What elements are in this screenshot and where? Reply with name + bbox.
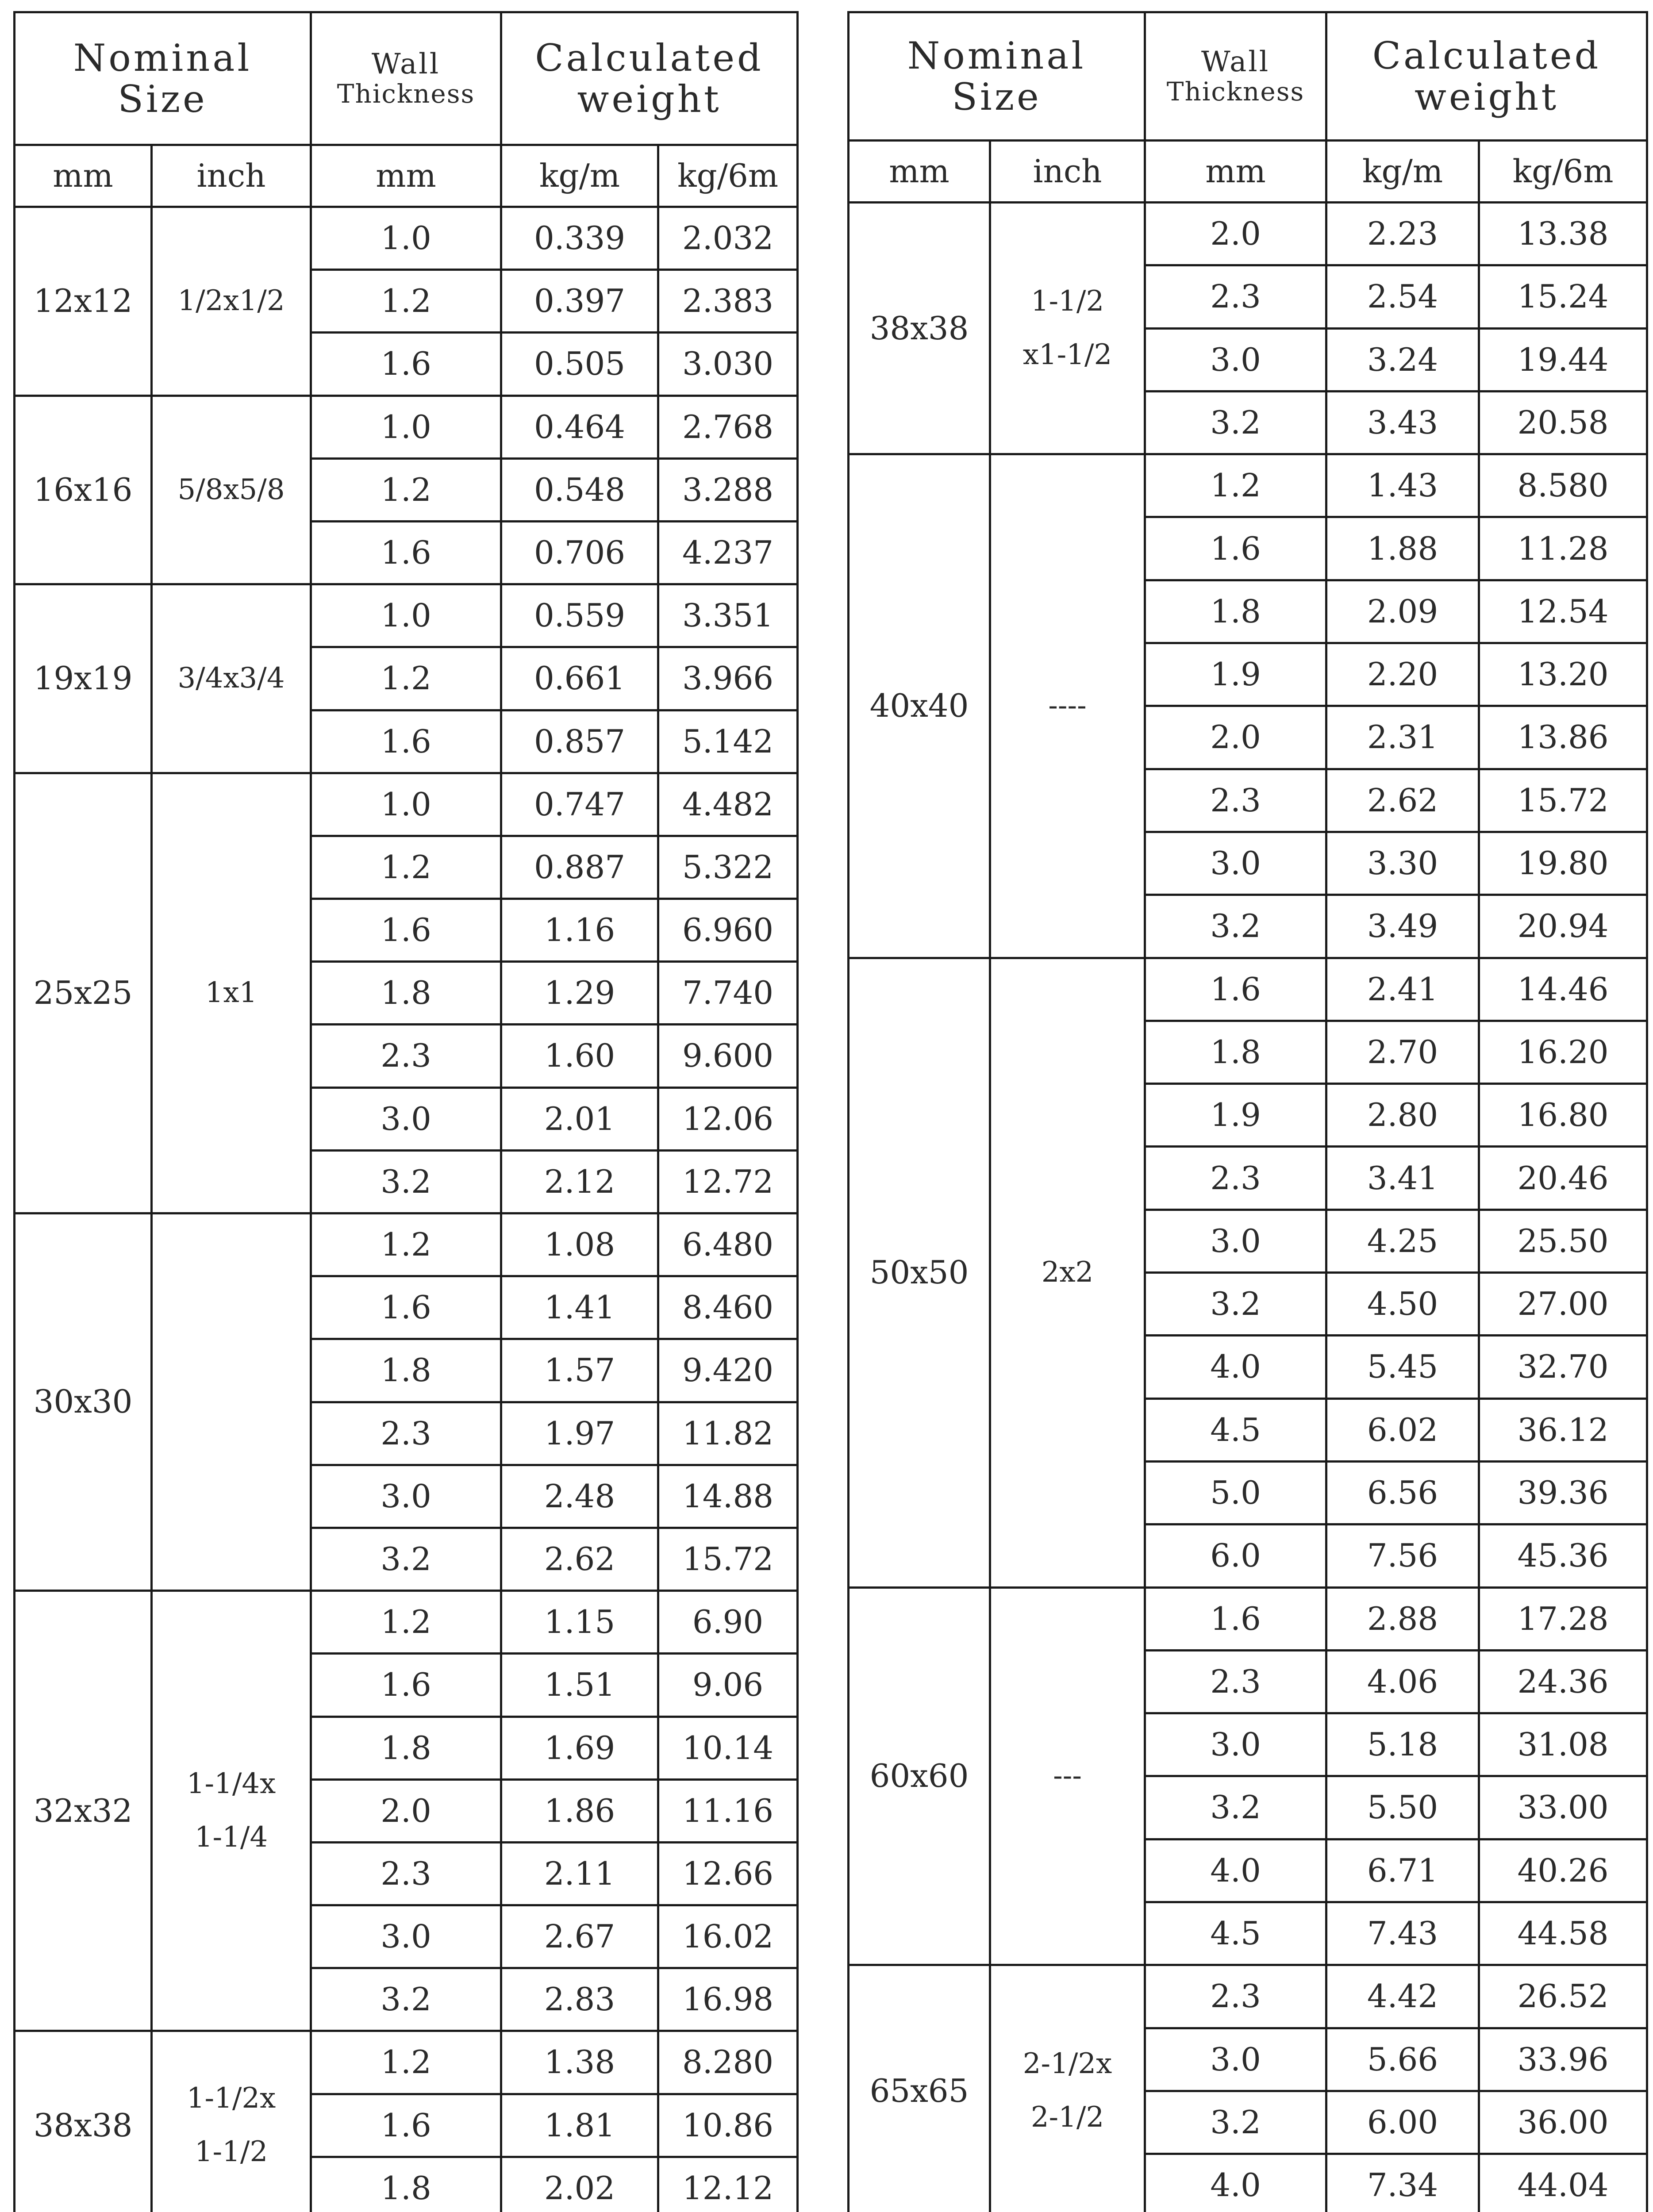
wall-thickness: 1.0	[311, 396, 501, 458]
weight-kg-per-6m: 5.142	[658, 710, 798, 773]
nominal-label: Nominal	[73, 36, 252, 80]
weight-kg-per-m: 2.67	[501, 1905, 658, 1968]
weight-kg-per-6m: 19.80	[1479, 832, 1647, 895]
nominal-size-mm: 30x30	[15, 1214, 152, 1591]
weight-kg-per-m: 1.29	[501, 962, 658, 1025]
weight-kg-per-6m: 26.52	[1479, 1965, 1647, 2028]
table-row	[849, 958, 1647, 1021]
wall-label: Wall	[371, 48, 441, 81]
weight-kg-per-6m: 16.80	[1479, 1084, 1647, 1147]
weight-kg-per-6m: 2.768	[658, 396, 798, 458]
weight-kg-per-m: 2.01	[501, 1087, 658, 1150]
wall-thickness: 1.6	[1145, 958, 1326, 1021]
weight-kg-per-m: 4.25	[1326, 1210, 1479, 1272]
wall-thickness: 1.2	[311, 458, 501, 521]
weight-kg-per-6m: 15.72	[658, 1528, 798, 1590]
weight-kg-per-6m: 6.90	[658, 1591, 798, 1654]
thickness-label: Thickness	[1166, 76, 1305, 107]
weight-kg-per-6m: 9.600	[658, 1025, 798, 1087]
wall-thickness: 3.0	[1145, 2028, 1326, 2091]
weight-kg-per-6m: 14.88	[658, 1465, 798, 1528]
weight-kg-per-6m: 10.14	[658, 1717, 798, 1779]
weight-kg-per-6m: 13.20	[1479, 643, 1647, 706]
size-label: Size	[118, 77, 208, 121]
left-weight-table	[13, 11, 799, 2212]
weight-kg-per-m: 3.43	[1326, 391, 1479, 454]
weight-kg-per-6m: 20.58	[1479, 391, 1647, 454]
wall-thickness: 3.2	[1145, 895, 1326, 958]
inch-value: ---	[1053, 1759, 1082, 1793]
weight-kg-per-m: 5.50	[1326, 1776, 1479, 1839]
weight-kg-per-6m: 16.98	[658, 1968, 798, 2031]
weight-kg-per-m: 6.71	[1326, 1839, 1479, 1902]
weight-kg-per-m: 0.887	[501, 836, 658, 899]
weight-kg-per-6m: 17.28	[1479, 1587, 1647, 1650]
wall-thickness: 2.3	[1145, 1650, 1326, 1713]
table-row	[15, 584, 798, 647]
weight-kg-per-m: 4.42	[1326, 1965, 1479, 2028]
wall-thickness: 3.0	[1145, 1210, 1326, 1272]
weight-kg-per-m: 0.559	[501, 584, 658, 647]
weight-kg-per-m: 1.41	[501, 1276, 658, 1339]
header-row-1	[849, 12, 1647, 141]
table-row	[849, 1965, 1647, 2028]
wall-thickness: 4.0	[1145, 1839, 1326, 1902]
weight-kg-per-m: 1.81	[501, 2094, 658, 2157]
weight-kg-per-m: 2.20	[1326, 643, 1479, 706]
nominal-size-mm: 19x19	[15, 584, 152, 773]
inch-value: 1-1/2 x1-1/2	[1023, 284, 1112, 372]
weight-kg-per-6m: 19.44	[1479, 328, 1647, 391]
weight-kg-per-6m: 16.02	[658, 1905, 798, 1968]
table-row	[849, 454, 1647, 517]
calculated-label: Calculated	[535, 36, 764, 80]
weight-kg-per-m: 2.02	[501, 2157, 658, 2212]
nominal-size-mm: 50x50	[849, 958, 990, 1587]
wall-thickness: 1.8	[311, 962, 501, 1025]
wall-thickness: 3.0	[311, 1905, 501, 1968]
wall-thickness: 2.0	[1145, 706, 1326, 769]
weight-kg-per-m: 2.11	[501, 1842, 658, 1905]
weight-kg-per-m: 0.548	[501, 458, 658, 521]
inch-value: 2-1/2x 2-1/2	[1023, 2047, 1112, 2134]
wall-thickness-header	[1145, 12, 1326, 141]
wall-thickness: 1.9	[1145, 643, 1326, 706]
wall-thickness: 4.0	[1145, 2154, 1326, 2212]
weight-kg-per-m: 1.15	[501, 1591, 658, 1654]
weight-kg-per-m: 0.661	[501, 647, 658, 710]
nominal-size-inch	[152, 1214, 311, 1591]
wall-thickness: 1.9	[1145, 1084, 1326, 1147]
wall-thickness: 1.6	[311, 521, 501, 584]
weight-kg-per-m: 0.505	[501, 333, 658, 396]
weight-kg-per-m: 6.56	[1326, 1461, 1479, 1524]
wall-thickness: 1.0	[311, 207, 501, 270]
table-row	[15, 207, 798, 270]
wall-thickness: 2.3	[1145, 1147, 1326, 1210]
wall-thickness: 1.2	[311, 1591, 501, 1654]
table-row	[15, 2031, 798, 2094]
wall-thickness: 1.8	[311, 1339, 501, 1402]
weight-kg-per-6m: 32.70	[1479, 1336, 1647, 1398]
thickness-mm-header: mm	[1145, 141, 1326, 203]
weight-kg-per-m: 0.464	[501, 396, 658, 458]
nominal-size-mm: 60x60	[849, 1587, 990, 1965]
weight-kg-per-6m: 11.28	[1479, 517, 1647, 580]
weight-kg-per-6m: 44.04	[1479, 2154, 1647, 2212]
weight-kg-per-6m: 14.46	[1479, 958, 1647, 1021]
unit-inch-header: inch	[990, 141, 1145, 203]
weight-kg-per-m: 2.54	[1326, 265, 1479, 328]
weight-label: weight	[577, 77, 722, 121]
inch-value: 3/4x3/4	[177, 662, 285, 695]
wall-thickness: 1.2	[311, 1214, 501, 1276]
weight-kg-per-6m: 15.72	[1479, 769, 1647, 832]
nominal-size-inch	[152, 584, 311, 773]
inch-value: 1/2x1/2	[177, 284, 285, 317]
nominal-size-inch	[152, 396, 311, 584]
weight-kg-per-6m: 36.12	[1479, 1398, 1647, 1461]
calculated-weight-header	[501, 12, 798, 145]
weight-kg-per-6m: 2.383	[658, 270, 798, 333]
wall-thickness: 1.2	[1145, 454, 1326, 517]
inch-value: ----	[1048, 689, 1087, 722]
wall-thickness: 3.2	[1145, 2091, 1326, 2154]
weight-kg-per-6m: 4.482	[658, 773, 798, 836]
wall-thickness: 1.6	[1145, 517, 1326, 580]
nominal-size-inch	[990, 1965, 1145, 2212]
table-row	[15, 396, 798, 458]
wall-thickness: 1.2	[311, 2031, 501, 2094]
weight-kg-per-6m: 16.20	[1479, 1021, 1647, 1083]
weight-kg-per-6m: 3.966	[658, 647, 798, 710]
weight-kg-per-m: 3.41	[1326, 1147, 1479, 1210]
weight-kg-per-6m: 40.26	[1479, 1839, 1647, 1902]
wall-thickness: 1.6	[311, 899, 501, 962]
weight-kg-per-m: 1.16	[501, 899, 658, 962]
nominal-size-inch	[152, 2031, 311, 2212]
weight-kg-per-6m: 39.36	[1479, 1461, 1647, 1524]
weight-kg-per-6m: 6.960	[658, 899, 798, 962]
inch-value: 1-1/2x 1-1/2	[186, 2081, 276, 2169]
weight-kg-per-6m: 20.94	[1479, 895, 1647, 958]
inch-value: 5/8x5/8	[177, 473, 285, 506]
table-row	[849, 203, 1647, 265]
weight-kg-per-m: 1.69	[501, 1717, 658, 1779]
wall-thickness: 5.0	[1145, 1461, 1326, 1524]
weight-kg-per-m: 3.30	[1326, 832, 1479, 895]
weight-kg-per-6m: 5.322	[658, 836, 798, 899]
weight-kg-per-6m: 36.00	[1479, 2091, 1647, 2154]
weight-kg-per-m: 5.18	[1326, 1713, 1479, 1776]
weight-kg-per-m: 3.49	[1326, 895, 1479, 958]
nominal-size-mm: 12x12	[15, 207, 152, 396]
wall-thickness: 3.0	[311, 1465, 501, 1528]
weight-kg-per-6m: 9.06	[658, 1654, 798, 1717]
wall-thickness: 1.2	[311, 647, 501, 710]
weight-kg-per-m: 1.51	[501, 1654, 658, 1717]
weight-kg-per-6m: 13.38	[1479, 203, 1647, 265]
weight-kg-per-m: 5.66	[1326, 2028, 1479, 2091]
weight-kg-per-6m: 15.24	[1479, 265, 1647, 328]
right-weight-table	[847, 11, 1648, 2212]
weight-kg-per-6m: 44.58	[1479, 1902, 1647, 1965]
wall-thickness: 1.8	[311, 2157, 501, 2212]
weight-kg-per-m: 1.43	[1326, 454, 1479, 517]
weight-kg-per-6m: 33.96	[1479, 2028, 1647, 2091]
unit-inch-header: inch	[152, 145, 311, 207]
wall-thickness: 2.0	[1145, 203, 1326, 265]
calculated-label: Calculated	[1372, 34, 1601, 78]
weight-kg-per-m: 5.45	[1326, 1336, 1479, 1398]
wall-thickness: 1.8	[311, 1717, 501, 1779]
weight-kg-per-6m: 12.12	[658, 2157, 798, 2212]
weight-kg-per-m: 2.48	[501, 1465, 658, 1528]
weight-kgm-header: kg/m	[501, 145, 658, 207]
wall-thickness: 4.5	[1145, 1902, 1326, 1965]
nominal-size-inch	[990, 203, 1145, 454]
weight-kg-per-m: 2.41	[1326, 958, 1479, 1021]
weight-kg-per-m: 1.08	[501, 1214, 658, 1276]
weight-kg-per-6m: 45.36	[1479, 1525, 1647, 1587]
nominal-size-mm: 16x16	[15, 396, 152, 584]
wall-thickness: 1.0	[311, 584, 501, 647]
weight-kg-per-m: 2.23	[1326, 203, 1479, 265]
weight-kg-per-6m: 8.580	[1479, 454, 1647, 517]
calculated-weight-header	[1326, 12, 1647, 141]
weight-kgm-header: kg/m	[1326, 141, 1479, 203]
weight-kg-per-m: 0.339	[501, 207, 658, 270]
nominal-size-inch	[990, 1587, 1145, 1965]
wall-label: Wall	[1201, 46, 1270, 79]
wall-thickness: 3.2	[1145, 1776, 1326, 1839]
wall-thickness: 3.2	[311, 1150, 501, 1213]
weight-kg-per-6m: 12.06	[658, 1087, 798, 1150]
wall-thickness: 2.3	[311, 1025, 501, 1087]
wall-thickness: 3.0	[1145, 1713, 1326, 1776]
weight-kg-per-m: 0.397	[501, 270, 658, 333]
weight-kg-per-m: 7.56	[1326, 1525, 1479, 1587]
wall-thickness: 4.5	[1145, 1398, 1326, 1461]
weight-kg-per-m: 1.38	[501, 2031, 658, 2094]
wall-thickness: 1.2	[311, 836, 501, 899]
thickness-mm-header: mm	[311, 145, 501, 207]
weight-kg-per-m: 0.706	[501, 521, 658, 584]
weight-kg-per-6m: 7.740	[658, 962, 798, 1025]
weight-kg-per-m: 2.12	[501, 1150, 658, 1213]
wall-thickness: 4.0	[1145, 1336, 1326, 1398]
nominal-size-inch	[990, 454, 1145, 958]
nominal-size-header	[849, 12, 1145, 141]
weight-kg-per-m: 2.88	[1326, 1587, 1479, 1650]
thickness-label: Thickness	[337, 78, 475, 109]
weight-kg-per-m: 2.62	[501, 1528, 658, 1590]
inch-value: 1x1	[205, 976, 258, 1010]
weight-kg-per-m: 1.88	[1326, 517, 1479, 580]
weight-kg-per-6m: 33.00	[1479, 1776, 1647, 1839]
wall-thickness: 2.3	[311, 1402, 501, 1465]
weight-kg-per-m: 6.02	[1326, 1398, 1479, 1461]
wall-thickness: 3.0	[1145, 832, 1326, 895]
weight-kg-per-m: 0.857	[501, 710, 658, 773]
wall-thickness: 2.3	[1145, 769, 1326, 832]
wall-thickness: 1.6	[1145, 1587, 1326, 1650]
weight-kg-per-m: 4.50	[1326, 1273, 1479, 1336]
weight-kg-per-6m: 11.82	[658, 1402, 798, 1465]
weight-kg-per-6m: 4.237	[658, 521, 798, 584]
weight-kg-per-6m: 27.00	[1479, 1273, 1647, 1336]
weight-kg-per-m: 2.62	[1326, 769, 1479, 832]
weight-kg-per-m: 1.60	[501, 1025, 658, 1087]
nominal-size-header	[15, 12, 311, 145]
nominal-size-mm: 32x32	[15, 1591, 152, 2031]
nominal-size-mm: 25x25	[15, 773, 152, 1213]
weight-label: weight	[1414, 75, 1559, 119]
weight-kg-per-6m: 12.54	[1479, 580, 1647, 643]
wall-thickness: 1.0	[311, 773, 501, 836]
weight-kg-per-m: 2.09	[1326, 580, 1479, 643]
weight-kg-per-6m: 6.480	[658, 1214, 798, 1276]
wall-thickness: 1.6	[311, 1276, 501, 1339]
right-table-body	[849, 12, 1647, 2212]
nominal-size-inch	[152, 1591, 311, 2031]
table-row	[849, 1587, 1647, 1650]
wall-thickness: 3.2	[311, 1528, 501, 1590]
weight-kg-per-6m: 20.46	[1479, 1147, 1647, 1210]
left-table-body	[15, 12, 798, 2212]
weight-kg-per-m: 6.00	[1326, 2091, 1479, 2154]
weight-kg-per-m: 3.24	[1326, 328, 1479, 391]
table-row	[15, 1591, 798, 1654]
header-row-1	[15, 12, 798, 145]
weight-kg-per-m: 7.43	[1326, 1902, 1479, 1965]
nominal-size-inch	[990, 958, 1145, 1587]
wall-thickness: 1.6	[311, 333, 501, 396]
wall-thickness: 1.6	[311, 2094, 501, 2157]
weight-kg6m-header: kg/6m	[658, 145, 798, 207]
weight-kg-per-6m: 2.032	[658, 207, 798, 270]
weight-kg-per-6m: 13.86	[1479, 706, 1647, 769]
wall-thickness: 1.8	[1145, 1021, 1326, 1083]
inch-value: 1-1/4x 1-1/4	[186, 1767, 276, 1854]
table-row	[15, 1214, 798, 1276]
weight-kg-per-m: 2.31	[1326, 706, 1479, 769]
wall-thickness: 1.2	[311, 270, 501, 333]
wall-thickness: 1.6	[311, 710, 501, 773]
weight-kg-per-m: 0.747	[501, 773, 658, 836]
nominal-size-inch	[152, 207, 311, 396]
header-row-2	[15, 145, 798, 207]
weight-kg-per-m: 1.57	[501, 1339, 658, 1402]
wall-thickness: 1.8	[1145, 580, 1326, 643]
wall-thickness: 2.3	[1145, 265, 1326, 328]
weight-kg-per-m: 2.80	[1326, 1084, 1479, 1147]
wall-thickness-header	[311, 12, 501, 145]
weight-kg-per-6m: 31.08	[1479, 1713, 1647, 1776]
weight-kg6m-header: kg/6m	[1479, 141, 1647, 203]
wall-thickness: 2.3	[1145, 1965, 1326, 2028]
weight-kg-per-m: 1.86	[501, 1779, 658, 1842]
weight-kg-per-6m: 3.351	[658, 584, 798, 647]
weight-kg-per-6m: 11.16	[658, 1779, 798, 1842]
weight-kg-per-m: 1.97	[501, 1402, 658, 1465]
weight-kg-per-6m: 8.280	[658, 2031, 798, 2094]
wall-thickness: 3.2	[1145, 1273, 1326, 1336]
wall-thickness: 2.3	[311, 1842, 501, 1905]
weight-kg-per-m: 2.70	[1326, 1021, 1479, 1083]
size-label: Size	[952, 75, 1042, 119]
weight-kg-per-m: 4.06	[1326, 1650, 1479, 1713]
nominal-size-mm: 65x65	[849, 1965, 990, 2212]
wall-thickness: 3.0	[311, 1087, 501, 1150]
nominal-size-inch	[152, 773, 311, 1213]
weight-kg-per-6m: 3.030	[658, 333, 798, 396]
weight-kg-per-6m: 9.420	[658, 1339, 798, 1402]
weight-kg-per-6m: 24.36	[1479, 1650, 1647, 1713]
wall-thickness: 6.0	[1145, 1525, 1326, 1587]
wall-thickness: 1.6	[311, 1654, 501, 1717]
unit-mm-header: mm	[849, 141, 990, 203]
inch-value: 2x2	[1041, 1256, 1094, 1289]
weight-kg-per-m: 2.83	[501, 1968, 658, 2031]
nominal-size-mm: 38x38	[15, 2031, 152, 2212]
table-row	[15, 773, 798, 836]
unit-mm-header: mm	[15, 145, 152, 207]
wall-thickness: 2.0	[311, 1779, 501, 1842]
header-row-2	[849, 141, 1647, 203]
nominal-label: Nominal	[907, 34, 1086, 78]
weight-kg-per-6m: 8.460	[658, 1276, 798, 1339]
wall-thickness: 3.0	[1145, 328, 1326, 391]
weight-kg-per-m: 7.34	[1326, 2154, 1479, 2212]
weight-kg-per-6m: 10.86	[658, 2094, 798, 2157]
weight-kg-per-6m: 12.66	[658, 1842, 798, 1905]
weight-kg-per-6m: 3.288	[658, 458, 798, 521]
weight-kg-per-6m: 25.50	[1479, 1210, 1647, 1272]
nominal-size-mm: 38x38	[849, 203, 990, 454]
weight-kg-per-6m: 12.72	[658, 1150, 798, 1213]
wall-thickness: 3.2	[1145, 391, 1326, 454]
nominal-size-mm: 40x40	[849, 454, 990, 958]
wall-thickness: 3.2	[311, 1968, 501, 2031]
